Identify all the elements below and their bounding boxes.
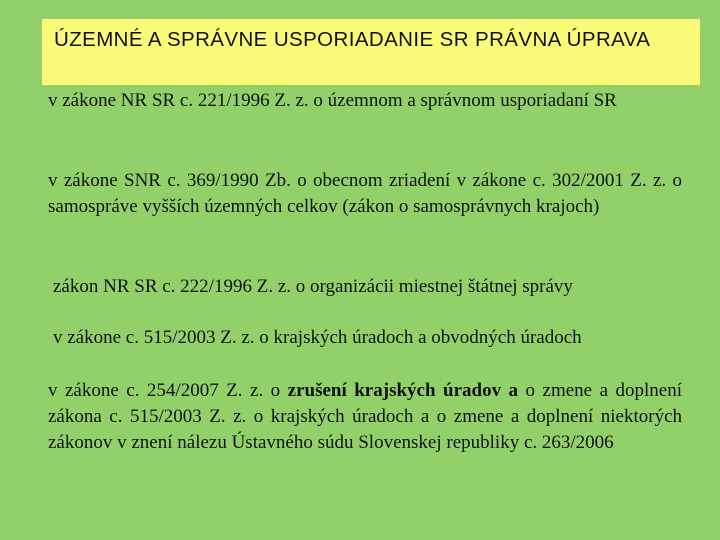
law-item-text-after: o zmene a doplnení zákona c. 515/2003 Z. z. o krajských úradoch a o zmene a doplnení niektorých zákonov v znení nálezu Ústavného súdu Slovenskej republiky c. 263/2006 — [48, 380, 682, 453]
law-item-text: v zákone NR SR c. 221/1996 Z. z. o územnom a správnom usporiadaní SR — [48, 90, 617, 111]
law-item-1 — [48, 88, 682, 114]
law-item-text: v zákone c. 515/2003 Z. z. o krajských úradoch a obvodných úradoch — [53, 327, 582, 348]
law-item-text: zákon NR SR c. 222/1996 Z. z. o organizácii miestnej štátnej správy — [53, 276, 573, 297]
law-item-4 — [53, 325, 687, 351]
law-item-2 — [48, 168, 682, 220]
slide-title-box — [42, 19, 700, 85]
law-item-5 — [48, 378, 682, 456]
law-item-text: v zákone SNR c. 369/1990 Zb. o obecnom zriadení v zákone c. 302/2001 Z. z. o samospráve vyšších územných celkov (zákon o samosprávnych krajoch) — [48, 170, 682, 217]
law-item-3 — [53, 274, 687, 300]
slide-title: ÚZEMNÉ A SPRÁVNE USPORIADANIE SR PRÁVNA ÚPRAVA — [54, 28, 651, 51]
law-item-text-before: v zákone c. 254/2007 Z. z. o — [48, 380, 288, 401]
law-item-text-emphasis: zrušení krajských úradov a — [287, 380, 519, 401]
